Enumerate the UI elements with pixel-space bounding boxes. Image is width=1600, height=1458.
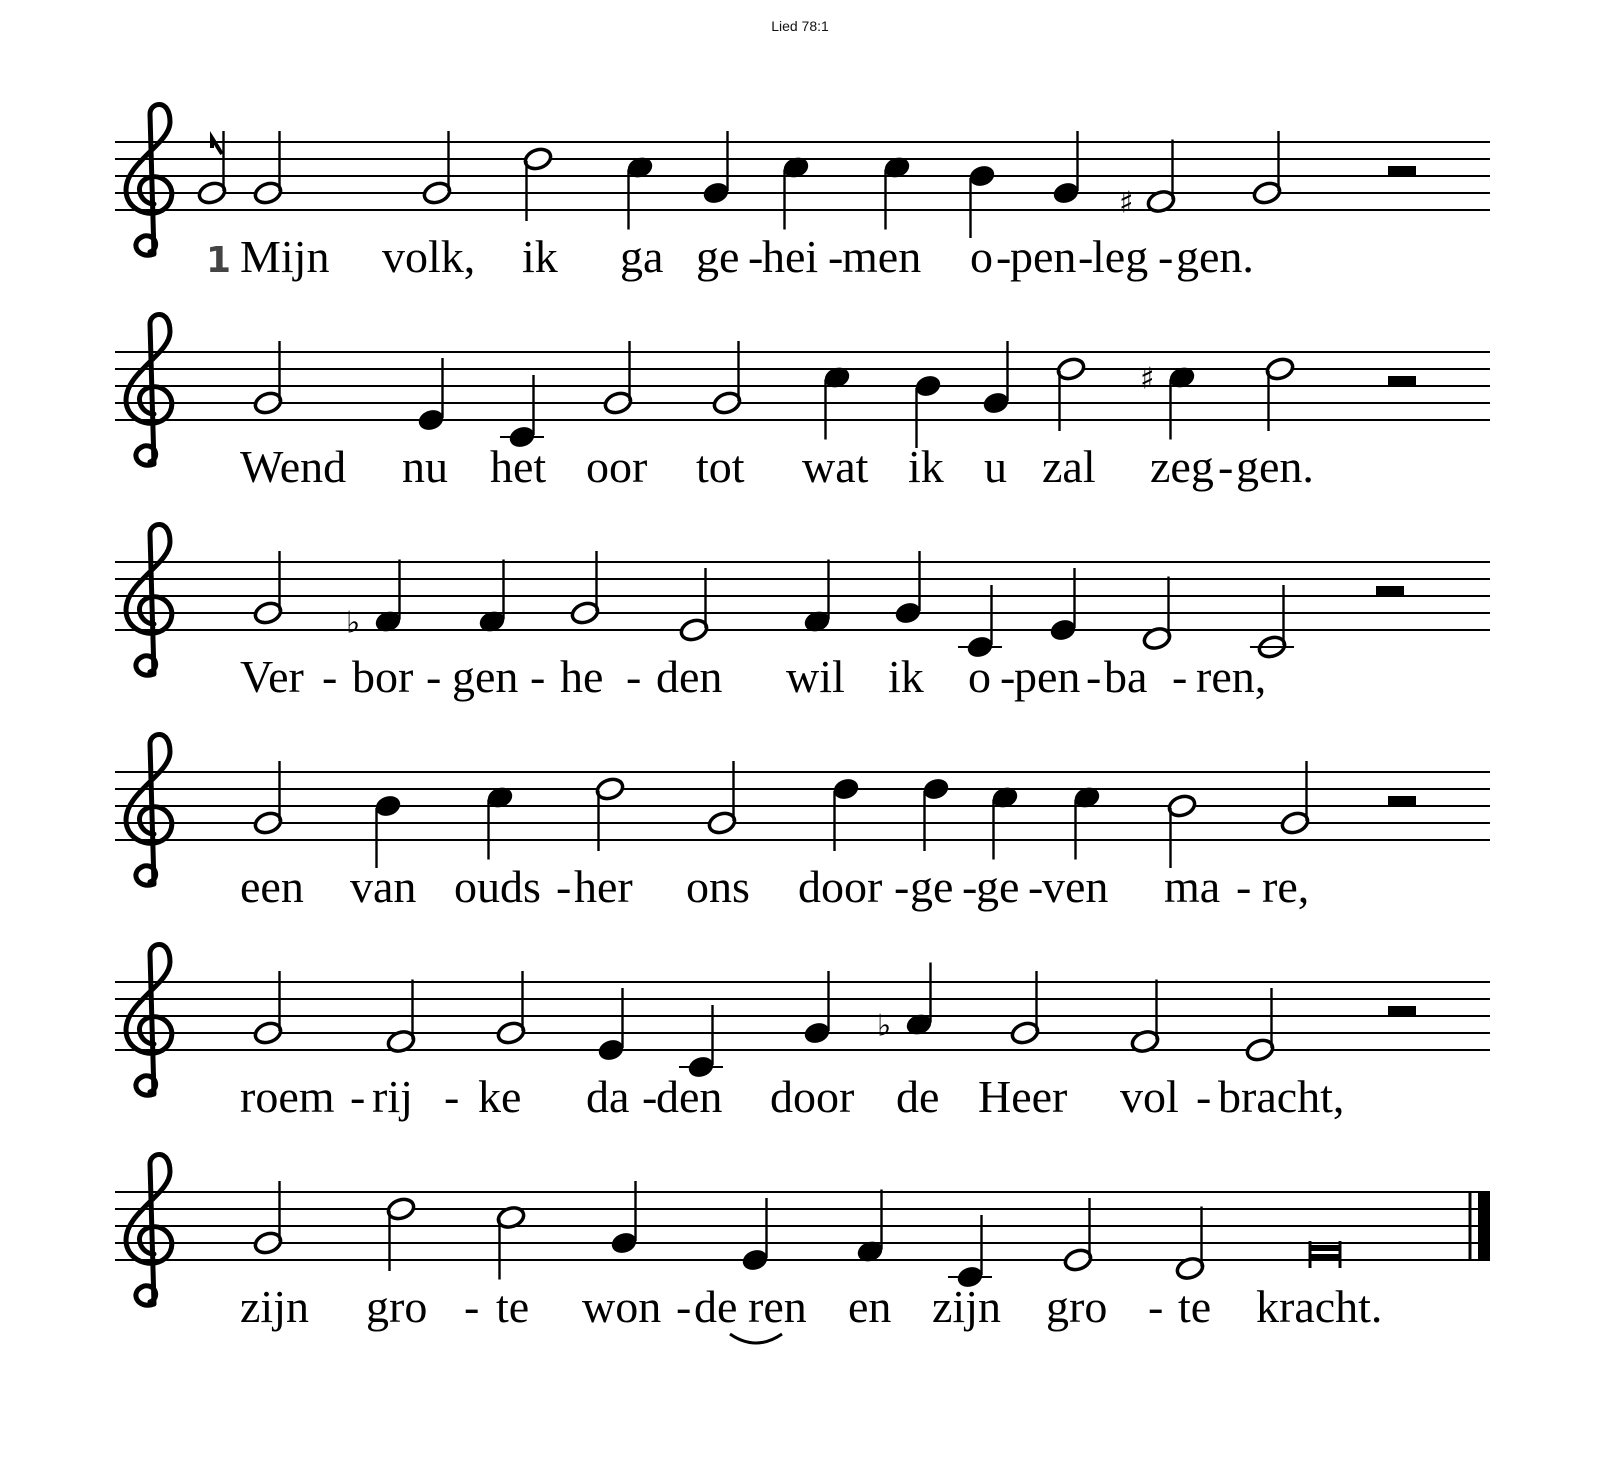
lyric-syllable: gen	[452, 651, 519, 702]
lyric-syllable: Ver	[240, 651, 304, 702]
lyric-syllable: zeg	[1150, 441, 1214, 492]
hyphen: -	[1158, 231, 1174, 282]
staff-system	[115, 1154, 1490, 1332]
staff-lines	[115, 982, 1490, 1050]
breve-rest	[1310, 1254, 1340, 1260]
lyric-syllable: kracht.	[1256, 1281, 1383, 1332]
lyric-syllable: van	[350, 861, 417, 912]
hyphen: -	[350, 1071, 366, 1122]
lyric-syllable: gro	[1046, 1281, 1108, 1332]
hyphen: -	[1028, 861, 1044, 912]
lyric-syllable: ge	[696, 231, 740, 282]
notehead	[597, 1037, 626, 1062]
lyric-syllable: leg	[1092, 231, 1149, 282]
notehead	[832, 776, 861, 801]
lyric-syllable: pen	[1014, 651, 1081, 702]
note	[877, 963, 933, 1044]
lyric-syllable: zal	[1042, 441, 1096, 492]
hyphen: -	[642, 1071, 658, 1122]
notehead	[982, 390, 1011, 415]
lyric-syllable: ga	[620, 231, 664, 282]
notehead	[417, 407, 446, 432]
hyphen: -	[464, 1281, 480, 1332]
hyphen: -	[676, 1281, 692, 1332]
hyphen: -	[1078, 231, 1094, 282]
lyric-syllable: gro	[366, 1281, 428, 1332]
staff-lines	[115, 142, 1490, 210]
staff-system	[115, 314, 1490, 492]
lyric-syllable: te	[1178, 1281, 1212, 1332]
lyrics-line	[206, 231, 1254, 282]
lyric-syllable: pen	[1010, 231, 1077, 282]
lyrics-line	[240, 1071, 1344, 1122]
half-rest	[1388, 166, 1416, 176]
lyric-syllable: ge	[910, 861, 954, 912]
lyric-syllable: ouds	[454, 861, 541, 912]
half-rest	[1388, 376, 1416, 386]
lyric-syllable: o	[970, 231, 993, 282]
note-flag	[212, 138, 222, 154]
hyphen: -	[426, 651, 442, 702]
hyphen: -	[962, 861, 978, 912]
treble-clef-icon	[126, 104, 172, 255]
half-rest	[1376, 586, 1404, 596]
lyric-syllable: roem	[240, 1071, 335, 1122]
hyphen: -	[996, 231, 1012, 282]
lyric-syllable: ge	[976, 861, 1020, 912]
breve-rest	[1310, 1245, 1340, 1251]
staff-lines	[115, 1192, 1490, 1260]
hyphen: -	[556, 861, 572, 912]
note	[374, 793, 403, 868]
note	[1167, 793, 1198, 868]
notehead	[894, 600, 923, 625]
notehead	[914, 373, 943, 398]
song-title: Lied 78:1	[771, 18, 829, 34]
lyric-syllable: wil	[786, 651, 845, 702]
staff-system	[115, 944, 1490, 1122]
lyric-syllable: door	[798, 861, 883, 912]
lyric-syllable: ven	[1042, 861, 1109, 912]
lyric-syllable: door	[770, 1071, 855, 1122]
lyric-syllable: gen.	[1236, 441, 1314, 492]
notehead	[610, 1230, 639, 1255]
lyric-syllable: het	[490, 441, 547, 492]
elision-slur	[730, 1334, 782, 1343]
lyric-syllable: ke	[478, 1071, 522, 1122]
lyric-syllable: bracht,	[1218, 1071, 1345, 1122]
half-rest	[1388, 796, 1416, 806]
notehead	[1049, 617, 1078, 642]
lyrics-line	[240, 861, 1309, 912]
lyric-syllable: oor	[586, 441, 648, 492]
lyric-syllable: ma	[1164, 861, 1221, 912]
treble-clef-icon	[126, 524, 172, 675]
lyric-syllable: won	[582, 1281, 662, 1332]
lyric-syllable: volk,	[382, 231, 476, 282]
lyrics-line	[240, 651, 1266, 702]
lyric-syllable: Heer	[978, 1071, 1068, 1122]
lyric-syllable: nu	[402, 441, 448, 492]
hyphen: -	[1218, 441, 1234, 492]
lyric-syllable: ik	[888, 651, 924, 702]
lyric-syllable: o	[968, 651, 991, 702]
lyric-syllable: tot	[696, 441, 745, 492]
hyphen: -	[1148, 1281, 1164, 1332]
hyphen: -	[894, 861, 910, 912]
lyrics-line	[240, 1281, 1382, 1332]
note	[914, 373, 943, 448]
sharp-icon: ♯	[1119, 185, 1134, 221]
lyric-syllable: Wend	[240, 441, 347, 492]
lyric-syllable: een	[240, 861, 304, 912]
lyric-syllable: de	[694, 1281, 738, 1332]
verse-number: 1	[206, 240, 232, 281]
hyphen: -	[444, 1071, 460, 1122]
final-barline	[1478, 1192, 1490, 1260]
treble-clef-icon	[126, 734, 172, 885]
lyric-syllable: ons	[686, 861, 750, 912]
lyric-syllable: den	[656, 651, 723, 702]
lyric-syllable: bor	[352, 651, 414, 702]
hyphen: -	[748, 231, 764, 282]
lyric-syllable: men	[842, 231, 922, 282]
lyric-syllable: ba	[1104, 651, 1148, 702]
notehead	[741, 1247, 770, 1272]
lyric-syllable: den	[656, 1071, 723, 1122]
lyric-syllable: Mijn	[240, 231, 330, 282]
lyric-syllable: te	[496, 1281, 530, 1332]
treble-clef-icon	[126, 1154, 172, 1305]
sharp-icon: ♯	[1140, 361, 1155, 397]
treble-clef-icon	[126, 944, 172, 1095]
notehead	[374, 793, 403, 818]
staff-system	[115, 734, 1490, 912]
hyphen: -	[626, 651, 642, 702]
lyric-syllable: hei	[762, 231, 819, 282]
lyric-syllable: da	[586, 1071, 630, 1122]
lyric-syllable: ren	[748, 1281, 807, 1332]
first-note-flag	[212, 138, 222, 154]
lyric-syllable: wat	[802, 441, 869, 492]
flat-icon: ♭	[346, 605, 361, 641]
lyric-syllable: re,	[1262, 861, 1310, 912]
hyphen: -	[322, 651, 338, 702]
hyphen: -	[1000, 651, 1016, 702]
hyphen: -	[1086, 651, 1102, 702]
hyphen: -	[1236, 861, 1252, 912]
lyric-syllable: zijn	[932, 1281, 1001, 1332]
staff-system	[115, 104, 1490, 282]
hyphen: -	[828, 231, 844, 282]
note	[968, 163, 997, 238]
flat-icon: ♭	[877, 1008, 892, 1044]
note	[1119, 140, 1176, 221]
notehead	[702, 180, 731, 205]
lyric-syllable: rij	[372, 1071, 413, 1122]
half-rest	[1388, 1006, 1416, 1016]
notehead	[922, 776, 951, 801]
lyric-syllable: her	[574, 861, 633, 912]
lyric-syllable: zijn	[240, 1281, 309, 1332]
hyphen: -	[1196, 1071, 1212, 1122]
note	[346, 560, 402, 641]
notehead	[968, 163, 997, 188]
notehead	[1052, 180, 1081, 205]
lyric-syllable: de	[896, 1071, 940, 1122]
lyric-syllable: ik	[522, 231, 558, 282]
hyphen: -	[530, 651, 546, 702]
notehead	[803, 1020, 832, 1045]
lyrics-line	[240, 441, 1314, 492]
hyphen: -	[1172, 651, 1188, 702]
lyric-syllable: vol	[1120, 1071, 1179, 1122]
staff-system	[115, 524, 1490, 702]
lyric-syllable: en	[848, 1281, 892, 1332]
note	[1140, 362, 1196, 440]
lyric-syllable: u	[984, 441, 1007, 492]
lyric-syllable: gen.	[1176, 231, 1254, 282]
treble-clef-icon	[126, 314, 172, 465]
lyric-syllable: ik	[908, 441, 944, 492]
lyric-syllable: he	[560, 651, 604, 702]
lyric-syllable: ren,	[1196, 651, 1267, 702]
